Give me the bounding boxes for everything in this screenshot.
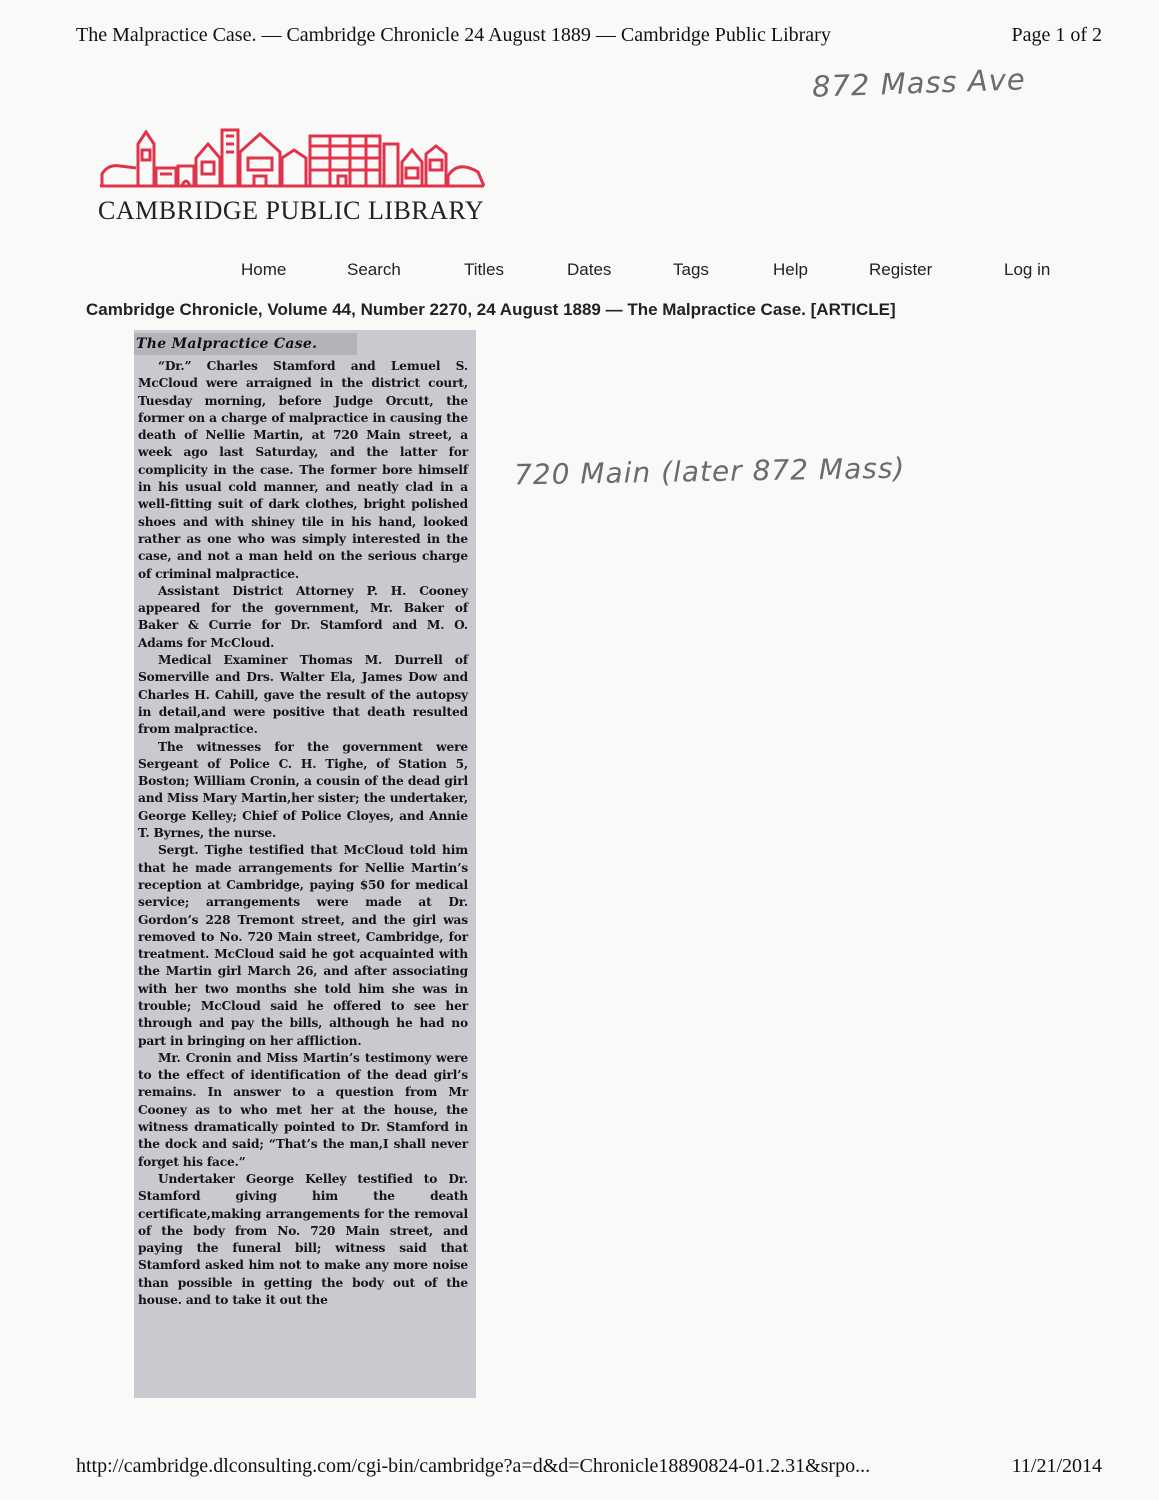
handwritten-note-address-history: 720 Main (later 872 Mass) (513, 451, 906, 492)
page-number: Page 1 of 2 (1011, 24, 1102, 46)
nav-search-link[interactable]: Search (347, 260, 401, 279)
main-nav (0, 260, 1159, 284)
clipping-body (138, 358, 468, 1309)
nav-help-link[interactable]: Help (773, 260, 808, 279)
nav-register-link[interactable]: Register (869, 260, 933, 279)
page-url: http://cambridge.dlconsulting.com/cgi-bin/cambridge?a=d&d=Chronicle18890824-01.2.31&srpo... (76, 1455, 871, 1477)
article-heading: Cambridge Chronicle, Volume 44, Number 2270, 24 August 1889 — The Malpractice Case. [ARTICLE] (86, 300, 896, 319)
clipping-paragraph: Undertaker George Kelley testified to Dr. Stamford giving him the death certificate,making arrangements for the removal of the body from No. 720 Main street, and paying the funeral bill; witness said that Stamford asked him not to make any more noise than possible in getting the body out of the house. and to take it out the (138, 1171, 468, 1308)
nav-home-link[interactable]: Home (241, 260, 287, 279)
nav-login-link[interactable]: Log in (1004, 260, 1051, 279)
nav-dates-link[interactable]: Dates (567, 260, 612, 279)
handwritten-note-address: 872 Mass Ave (811, 62, 1027, 104)
library-logo[interactable] (98, 122, 488, 230)
clipping-paragraph: Sergt. Tighe testified that McCloud told him that he made arrangements for Nellie Martin’s reception at Cambridge, paying $50 for medical service; arrangements were made at Dr. Gordon’s 228 Tremont street, and the girl was removed to No. 720 Main street, Cambridge, for treatment. McCloud said he got acquainted with the Martin girl March 26, and after associating with her two months she told him she was in trouble; McCloud said he offered to see her through and pay the bills, although he had no part in bringing on her affliction. (138, 843, 468, 1048)
clipping-title: The Malpractice Case. (134, 333, 357, 355)
skyline-logo-icon (98, 122, 488, 194)
print-date: 11/21/2014 (1011, 1455, 1102, 1477)
clipping-paragraph: The witnesses for the government were Sergeant of Police C. H. Tighe, of Station 5, Boston; William Cronin, a cousin of the dead girl and Miss Mary Martin,her sister; the undertaker, George Kelley; Chief of Police Cloyes, and Annie T. Byrnes, the nurse. (138, 739, 468, 841)
library-name: CAMBRIDGE PUBLIC LIBRARY (98, 196, 485, 225)
newspaper-clipping-image (134, 330, 476, 1398)
clipping-paragraph: Assistant District Attorney P. H. Cooney appeared for the government, Mr. Baker of Baker & Currie for Dr. Stamford and M. O. Adams for McCloud. (138, 583, 468, 650)
clipping-paragraph: Medical Examiner Thomas M. Durrell of Somerville and Drs. Walter Ela, James Dow and Charles H. Cahill, gave the result of the autopsy in detail,and were positive that death resulted from malpractice. (138, 653, 468, 737)
print-footer (76, 1455, 1102, 1483)
clipping-paragraph: “Dr.” Charles Stamford and Lemuel S. McCloud were arraigned in the district court, Tuesday morning, before Judge Orcutt, the former on a charge of malpractice in causing the death of Nellie Martin, at 720 Main street, a week ago last Saturday, and the latter for complicity in the case. The former bore himself in his usual cold manner, and neatly clad in a well-fitting suit of dark clothes, bright polished shoes and with shiney tile in his hand, looked rather as one who was simply interested in the case, and not a man held on the serious charge of criminal malpractice. (138, 359, 468, 581)
print-header-title: The Malpractice Case. — Cambridge Chronicle 24 August 1889 — Cambridge Public Library (76, 24, 831, 46)
print-header (76, 24, 1102, 52)
nav-tags-link[interactable]: Tags (673, 260, 709, 279)
clipping-paragraph: Mr. Cronin and Miss Martin’s testimony were to the effect of identification of the dead girl’s remains. In answer to a question from Mr Cooney as to who met her at the house, the witness dramatically pointed to Dr. Stamford in the dock and said; “That’s the man,I shall never forget his face.” (138, 1050, 468, 1169)
nav-titles-link[interactable]: Titles (464, 260, 504, 279)
